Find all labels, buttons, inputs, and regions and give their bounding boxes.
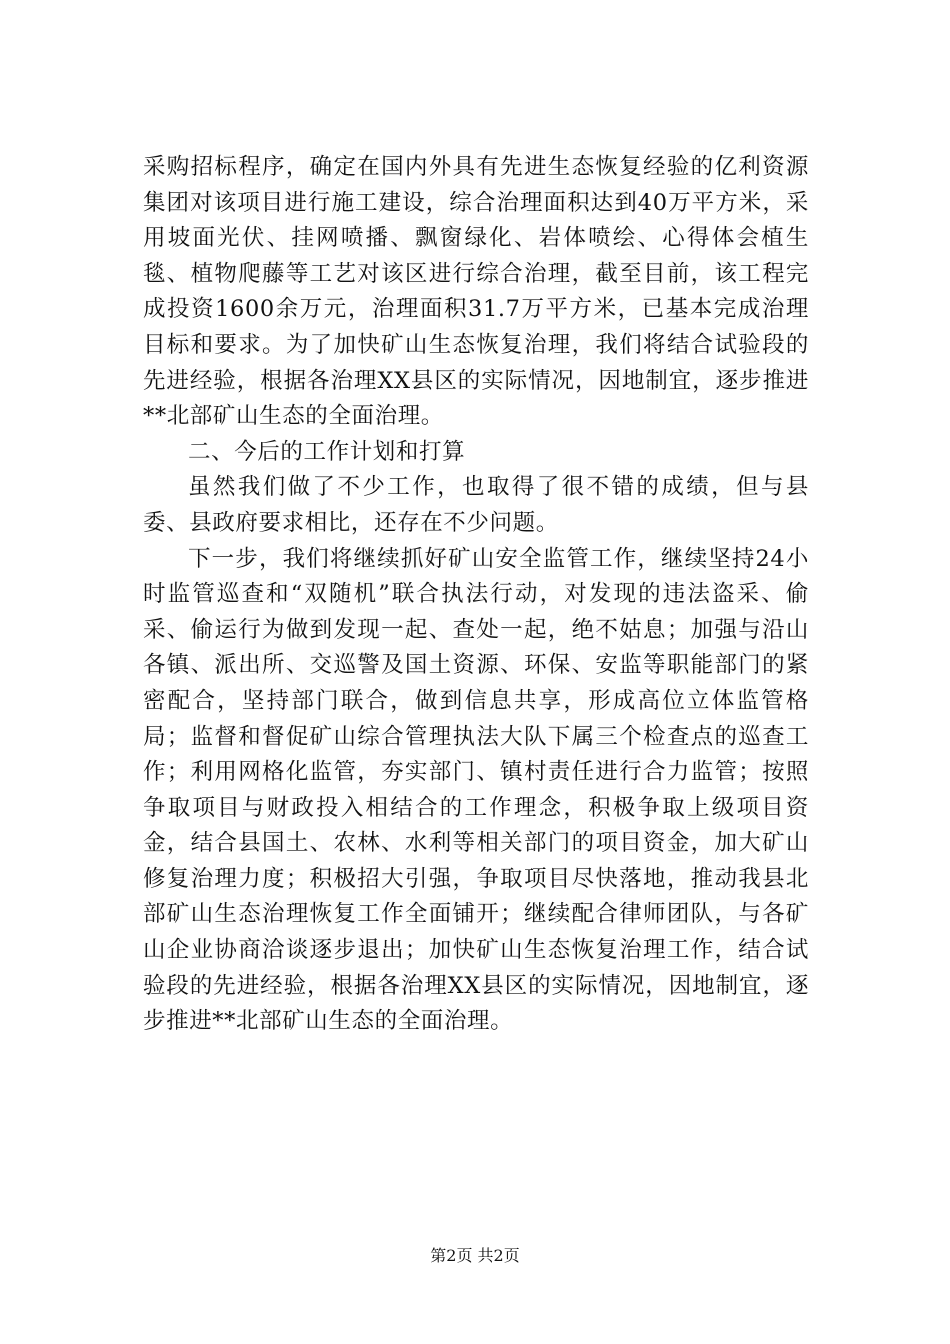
paragraph-continued: 采购招标程序，确定在国内外具有先进生态恢复经验的亿利资源集团对该项目进行施工建设，综合治理面积达到40万平方米，采用坡面光伏、挂网喷播、飘窗绿化、岩体喷绘、心得体会植生毯、植物爬藤等工艺对该区进行综合治理，截至目前，该工程完成投资1600余万元，治理面积31.7万平方米，已基本完成治理目标和要求。为了加快矿山生态恢复治理，我们将结合试验段的先进经验，根据各治理XX县区的实际情况，因地制宜，逐步推进**北部矿山生态的全面治理。 bbox=[143, 154, 809, 430]
paragraph: 下一步，我们将继续抓好矿山安全监管工作，继续坚持24小时监管巡查和“双随机”联合执法行动，对发现的违法盗采、偷采、偷运行为做到发现一起、查处一起，绝不姑息；加强与沿山各镇、派出所、交巡警及国土资源、环保、安监等职能部门的紧密配合，坚持部门联合，做到信息共享，形成高位立体监管格局；监督和督促矿山综合管理执法大队下属三个检查点的巡查工作；利用网格化监管，夯实部门、镇村责任进行合力监管；按照争取项目与财政投入相结合的工作理念，积极争取上级项目资金，结合县国土、农林、水利等相关部门的项目资金，加大矿山修复治理力度；积极招大引强，争取项目尽快落地，推动我县北部矿山生态治理恢复工作全面铺开；继续配合律师团队，与各矿山企业协商洽谈逐步退出；加快矿山生态恢复治理工作，结合试验段的先进经验，根据各治理XX县区的实际情况，因地制宜，逐步推进**北部矿山生态的全面治理。 bbox=[143, 545, 809, 1035]
page-number-footer: 第2页 共2页 bbox=[430, 1246, 520, 1265]
document-body bbox=[143, 150, 809, 1040]
paragraph: 虽然我们做了不少工作，也取得了很不错的成绩，但与县委、县政府要求相比，还存在不少问题。 bbox=[143, 474, 809, 536]
section-heading: 二、今后的工作计划和打算 bbox=[188, 438, 466, 465]
